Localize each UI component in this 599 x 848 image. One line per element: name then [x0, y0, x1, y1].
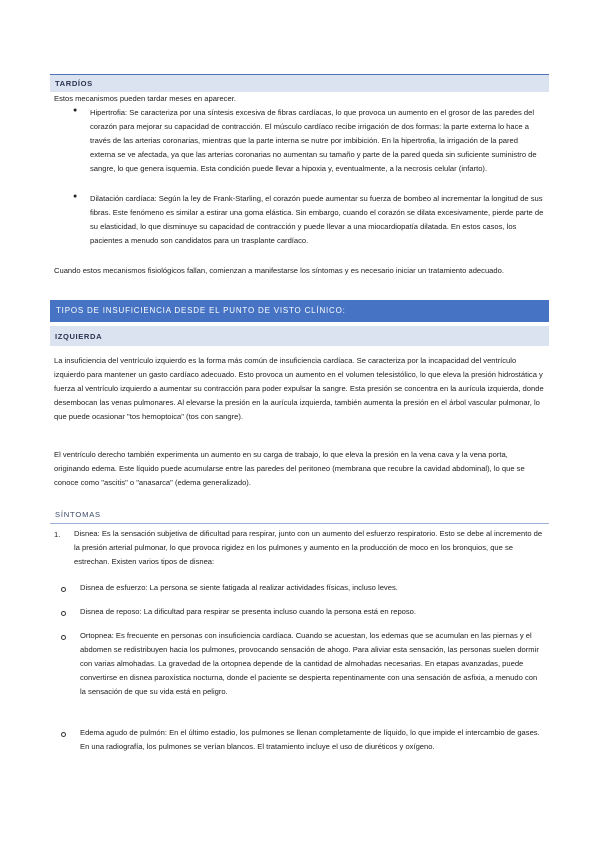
sub-item-ortopnea: Ortopnea: Es frecuente en personas con insuficiencia cardíaca. Cuando se acuestan, los edemas que se acumulan en las piernas y el abdomen se redistribuyen hacia los pulmones, provocando sensación de ahogo. Para aliviar esta sensación, las personas suelen dormir con varias almohadas. La gravedad de la ortopnea depende de la cantidad de almohadas necesarias. En etapas avanzadas, puede convertirse en disnea paroxística nocturna, donde el paciente se despierta repentinamente con una sensación de asfixia, a menudo con la sensación de que su vida está en peligro.	[80, 631, 539, 697]
izquierda-paragraph-2: El ventrículo derecho también experimenta un aumento en su carga de trabajo, lo que eleva la presión en la vena cava y la vena porta, originando edema. Este líquido puede acumularse entre las paredes del peritoneo (membrana que recubre la cavidad abdominal), lo que se conoce como "ascitis" o "anasarca" (edema generalizado).	[54, 450, 525, 488]
list-item-hipertrofia: Hipertrofia: Se caracteriza por una síntesis excesiva de fibras cardíacas, lo que provoca un aumento en el grosor de las paredes del corazón para mejorar su capacidad de contracción. El músculo cardíaco recibe irrigación de dos formas: la parte externa lo hace a través de las arterias coronarias, mientras que la parte interna se nutre por imbibición. En la hipertrofia, la irrigación de la pared externa se ve afectada, ya que las arterias coronarias no aumentan su tamaño y parte de la pared queda sin suficiente suministro de sangre, lo que genera isquemia. Esta condición puede llevar a hipoxia y, eventualmente, a la necrosis celular (infarto).	[90, 108, 537, 174]
section-header-tardios: TARDÍOS	[50, 74, 549, 92]
sub-bullet	[61, 635, 66, 640]
izquierda-paragraph-1: La insuficiencia del ventrículo izquierdo es la forma más común de insuficiencia cardíaca. Se caracteriza por la incapacidad del ventrículo izquierdo para mantener un gasto cardíaco adecuado. Esto provoca un aumento en el volumen telesistólico, lo que eleva la presión hidrostática y fuerza al ventrículo izquierdo a aumentar su contracción para poder expulsar la sangre. Esta presión se concentra en la aurícula izquierda, donde desembocan las venas pulmonares. Al elevarse la presión en la aurícula izquierda, también aumenta la presión en el árbol vascular pulmonar, lo que puede ocasionar "tos hemoptoica" (tos con sangre).	[54, 356, 544, 422]
section-header-sintomas: SÍNTOMAS	[50, 510, 549, 524]
intro-text: Estos mecanismos pueden tardar meses en aparecer.	[54, 94, 236, 103]
sub-bullet	[61, 611, 66, 616]
bullet-dot: ●	[73, 193, 78, 200]
bullet-dot: ●	[73, 107, 78, 114]
sub-item-disnea-reposo: Disnea de reposo: La dificultad para respirar se presenta incluso cuando la persona está en reposo.	[80, 607, 417, 616]
section-header-tipos: TIPOS DE INSUFICIENCIA DESDE EL PUNTO DE VISTO CLÍNICO:	[50, 300, 549, 322]
sub-item-disnea-esfuerzo: Disnea de esfuerzo: La persona se siente fatigada al realizar actividades físicas, incluso leves.	[80, 583, 398, 592]
list-item-dilatacion: Dilatación cardíaca: Según la ley de Frank-Starling, el corazón puede aumentar su fuerza de bombeo al incrementar la longitud de sus fibras. Este fenómeno es similar a estirar una goma elástica. Sin embargo, cuando el corazón se dilata excesivamente, pierde parte de su elasticidad, lo que disminuye su capacidad de contracción y puede llevar a una miocardiopatía dilatada. En estos casos, los pacientes a menudo son candidatos para un trasplante cardíaco.	[90, 194, 544, 246]
closing-text: Cuando estos mecanismos fisiológicos fallan, comienzan a manifestarse los síntomas y es necesario iniciar un tratamiento adecuado.	[54, 266, 504, 275]
sub-bullet	[61, 732, 66, 737]
list-number: 1.	[54, 530, 61, 539]
list-item-disnea: Disnea: Es la sensación subjetiva de dificultad para respirar, junto con un aumento del esfuerzo respiratorio. Esto se debe al incremento de la presión arterial pulmonar, lo que provoca rigidez en los pulmones y aumento en la producción de moco en los bronquios, que se estrechan. Existen varios tipos de disnea:	[74, 529, 543, 567]
sub-item-edema-agudo: Edema agudo de pulmón: En el último estadio, los pulmones se llenan completamente de líquido, lo que impide el intercambio de gases. En una radiografía, los pulmones se verían blancos. El tratamiento incluye el uso de diuréticos y oxígeno.	[80, 728, 540, 752]
sub-bullet	[61, 587, 66, 592]
section-header-izquierda: IZQUIERDA	[50, 326, 549, 346]
